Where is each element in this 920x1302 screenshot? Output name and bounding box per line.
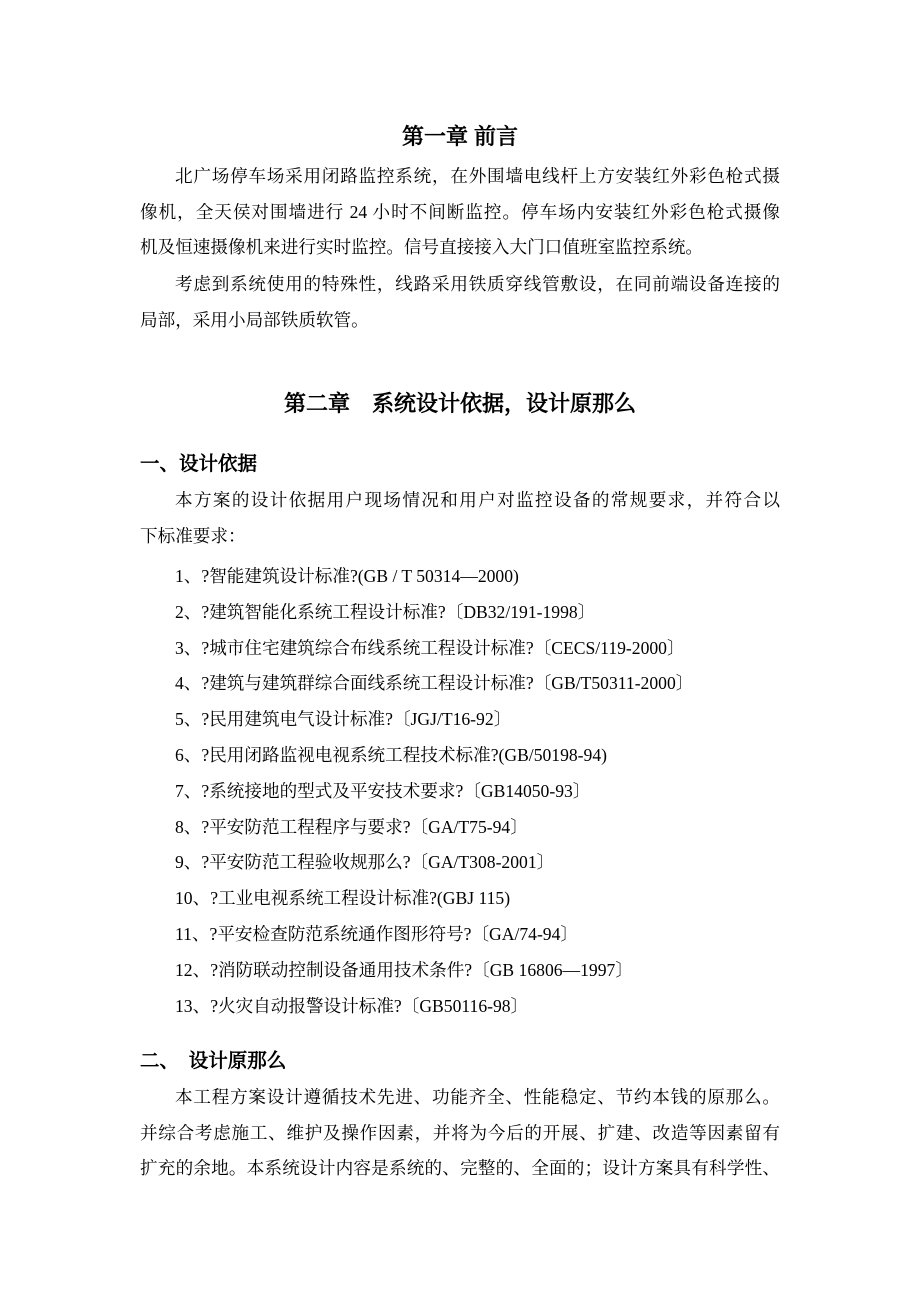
standard-list-item: 4、?建筑与建筑群综合面线系统工程设计标准?〔GB/T50311-2000〕 — [175, 673, 694, 694]
chapter1-title: 第一章 前言 — [401, 124, 519, 149]
text-line: 像机，全天侯对围墙进行 24 小时不间断监控。停车场内安装红外彩色枪式摄像 — [140, 201, 780, 222]
standard-list-item: 6、?民用闭路监视电视系统工程技术标准?(GB/50198-94) — [175, 745, 607, 765]
chapter1-paragraph-1 — [140, 159, 780, 266]
standard-list-item: 3、?城市住宅建筑综合布线系统工程设计标准?〔CECS/119-2000〕 — [175, 637, 685, 658]
text-line: 考虑到系统使用的特殊性，线路采用铁质穿线管敷设，在同前端设备连接的 — [175, 274, 780, 294]
text-line: 扩充的余地。本系统设计内容是系统的、完整的、全面的；设计方案具有科学性、 — [140, 1158, 780, 1179]
text-line: 北广场停车场采用闭路监控系统，在外围墙电线杆上方安装红外彩色枪式摄 — [175, 166, 780, 186]
standard-list-item: 11、?平安检查防范系统通作图形符号?〔GA/74-94〕 — [175, 924, 578, 944]
standard-list-item: 7、?系统接地的型式及平安技术要求?〔GB14050-93〕 — [175, 780, 591, 801]
standard-list-item: 2、?建筑智能化系统工程设计标准?〔DB32/191-1998〕 — [175, 601, 596, 622]
text-line: 本方案的设计依据用户现场情况和用户对监控设备的常规要求，并符合以 — [175, 490, 780, 510]
standard-list-item: 5、?民用建筑电气设计标准?〔JGJ/T16-92〕 — [175, 709, 512, 730]
text-line: 本工程方案设计遵循技术先进、功能齐全、性能稳定、节约本钱的原那么。 — [175, 1087, 780, 1107]
section2-heading: 二、 设计原那么 — [140, 1050, 287, 1072]
text-line: 局部，采用小局部铁质软管。 — [140, 309, 369, 330]
standard-list-item: 9、?平安防范工程验收规那么?〔GA/T308-2001〕 — [175, 852, 555, 873]
standard-list-item: 8、?平安防范工程程序与要求?〔GA/T75-94〕 — [175, 816, 528, 837]
text-line: 并综合考虑施工、维护及操作因素，并将为今后的开展、扩建、改造等因素留有 — [140, 1122, 780, 1143]
standard-list-item: 12、?消防联动控制设备通用技术条件?〔GB 16806—1997〕 — [175, 959, 633, 980]
section1-heading: 一、设计依据 — [140, 453, 258, 475]
standard-list-item: 1、?智能建筑设计标准?(GB / T 50314—2000) — [175, 566, 519, 586]
standard-list-item: 10、?工业电视系统工程设计标准?(GBJ 115) — [175, 888, 511, 909]
text-line: 机及恒速摄像机来进行实时监控。信号直接接入大门口值班室监控系统。 — [140, 237, 704, 258]
text-line: 下标准要求： — [140, 525, 246, 546]
chapter2-title: 第二章 系统设计依据，设计原那么 — [283, 391, 636, 416]
standard-list-item: 13、?火灾自动报警设计标准?〔GB50116-98〕 — [175, 995, 529, 1016]
section2-paragraph — [140, 1080, 780, 1187]
chapter1-paragraph-2 — [140, 267, 780, 338]
section1-intro — [140, 483, 780, 554]
